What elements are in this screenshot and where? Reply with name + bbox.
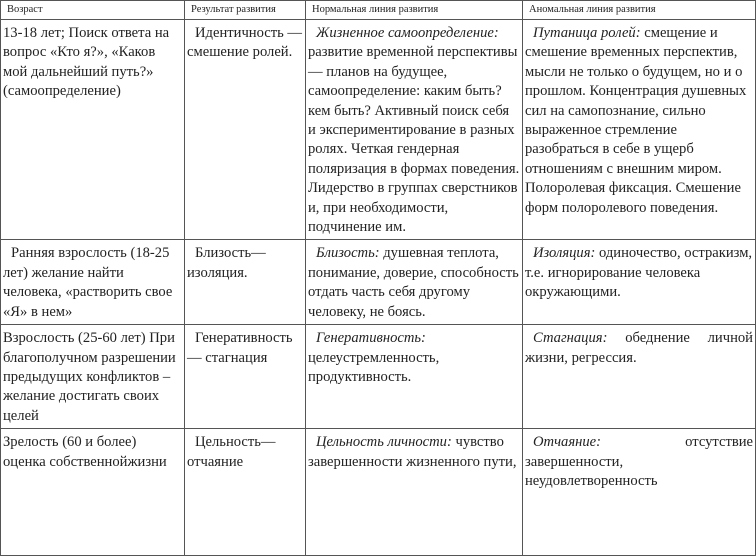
abnormal-text: одиночество, остракизм, т.е. игнорирование человека окружающими. — [525, 245, 753, 301]
age-cell: Взрослость (25-60 лет) При благополучном разрешении предыдущих конфликтов – желание достигать своих целей — [1, 325, 185, 429]
abnormal-term: Путаница ролей: — [533, 25, 641, 41]
abnormal-text: смещение и смешение временных перспектив, мысли не только о будущем, но и о прошлом. Концентрация душевных сил на самопознание, сильно выраженное стремление разобраться в себе в ущерб отношениям с внешним миром. Полоролевая фиксация. Смешение форм полоролевого поведения. — [525, 25, 747, 216]
table-row — [1, 325, 756, 429]
abnormal-line-cell — [523, 325, 756, 429]
normal-term: Генеративность: — [316, 330, 426, 347]
table-row — [1, 20, 756, 240]
header-result: Результат развития — [185, 1, 306, 20]
normal-line-cell — [306, 20, 523, 240]
abnormal-term: Стагнация: — [533, 330, 608, 347]
header-age: Возраст — [1, 1, 185, 20]
abnormal-text: отсутствие завершенности, неудовлетворенность — [525, 434, 753, 489]
result-cell: Генеративность — стагнация — [185, 325, 306, 429]
normal-line-cell — [306, 429, 523, 556]
normal-term: Жизненное самоопределение: — [316, 25, 499, 41]
normal-text: душевная теплота, понимание, доверие, способность отдать часть себя другому человеку, не боясь. — [308, 245, 519, 320]
normal-text: развитие временной перспективы — планов на будущее, самоопределение: каким быть? кем быть? Активный поиск себя и экспериментирование в разных ролях. Четкая гендерная поляризация в формах поведения. Лидерство в группах сверстников и, при необходимости, подчинение им. — [308, 44, 520, 236]
normal-text: целеустремленность, продуктивность. — [308, 349, 440, 385]
age-cell: Ранняя взрослость (18-25 лет) желание найти человека, «растворить свое «Я» в нем» — [1, 240, 185, 325]
normal-text: чувство завершенности жизненного пути, — [308, 434, 517, 470]
header-abnormal-line: Аномальная линия развития — [523, 1, 756, 20]
abnormal-term: Отчаяние: — [533, 434, 601, 451]
age-cell: 13-18 лет; Поиск ответа на вопрос «Кто я?», «Каков мой дальнейший путь?» (самоопределение) — [1, 20, 185, 240]
table-row — [1, 240, 756, 325]
normal-line-cell — [306, 240, 523, 325]
normal-line-cell — [306, 325, 523, 429]
header-row — [1, 1, 756, 20]
result-cell: Идентичность — смешение ролей. — [185, 20, 306, 240]
abnormal-term: Изоляция: — [533, 245, 596, 262]
result-cell: Близость— изоляция. — [185, 240, 306, 325]
abnormal-line-cell — [523, 429, 756, 556]
normal-term: Близость: — [316, 245, 380, 262]
result-cell: Цельность— отчаяние — [185, 429, 306, 556]
age-cell: Зрелость (60 и более) оценка собственнойжизни — [1, 429, 185, 556]
abnormal-line-cell — [523, 240, 756, 325]
abnormal-line-cell — [523, 20, 756, 240]
normal-term: Цельность личности: — [316, 434, 452, 451]
header-normal-line: Нормальная линия развития — [306, 1, 523, 20]
table-row — [1, 429, 756, 556]
abnormal-text: обеднение личной жизни, регрессия. — [525, 330, 753, 366]
